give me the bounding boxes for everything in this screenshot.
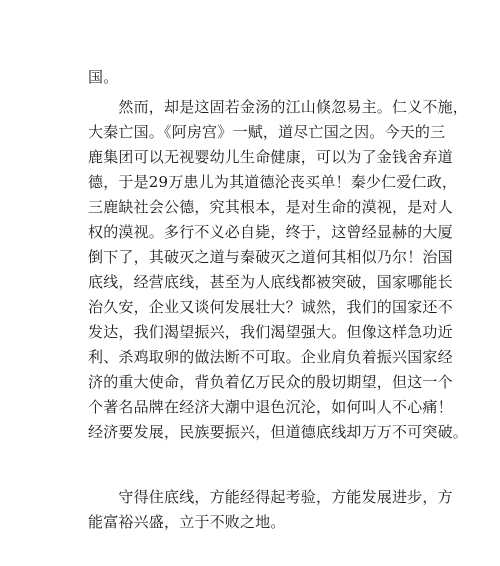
text-line: 国。	[88, 68, 119, 86]
text-line: 发达，我们渴望振兴，我们渴望强大。但像这样急功近	[88, 323, 453, 341]
text-line: 能富裕兴盛，立于不败之地。	[88, 513, 286, 531]
text-line: 权的漠视。多行不义必自毙，终于，这曾经显赫的大厦	[88, 223, 453, 241]
text-line: 倒下了，其破灭之道与秦破灭之道何其相似乃尔！治国	[88, 248, 453, 266]
text-line: 个著名品牌在经济大潮中退色沉沦，如何叫人不心痛！	[88, 398, 453, 416]
text-line: 守得住底线，方能经得起考验，方能发展进步，方	[88, 488, 453, 506]
text-line: 德，于是29万患儿为其道德沦丧买单！秦少仁爱仁政，	[88, 173, 458, 191]
text-line: 鹿集团可以无视婴幼儿生命健康，可以为了金钱舍弃道	[88, 148, 453, 166]
text-line: 然而，却是这固若金汤的江山倏忽易主。仁义不施，	[88, 98, 469, 116]
text-line: 利、杀鸡取卵的做法断不可取。企业肩负着振兴国家经	[88, 348, 453, 366]
text-line: 底线，经营底线，甚至为人底线都被突破，国家哪能长	[88, 273, 453, 291]
text-line: 大秦亡国。《阿房宫》一赋，道尽亡国之因。今天的三	[88, 123, 446, 141]
text-line: 治久安，企业又谈何发展壮大？诚然，我们的国家还不	[88, 298, 453, 316]
text-line: 济的重大使命，背负着亿万民众的殷切期望，但这一个	[88, 373, 453, 391]
text-line: 三鹿缺社会公德，究其根本，是对生命的漠视，是对人	[88, 198, 453, 216]
text-line: 经济要发展，民族要振兴，但道德底线却万万不可突破。	[88, 423, 469, 441]
